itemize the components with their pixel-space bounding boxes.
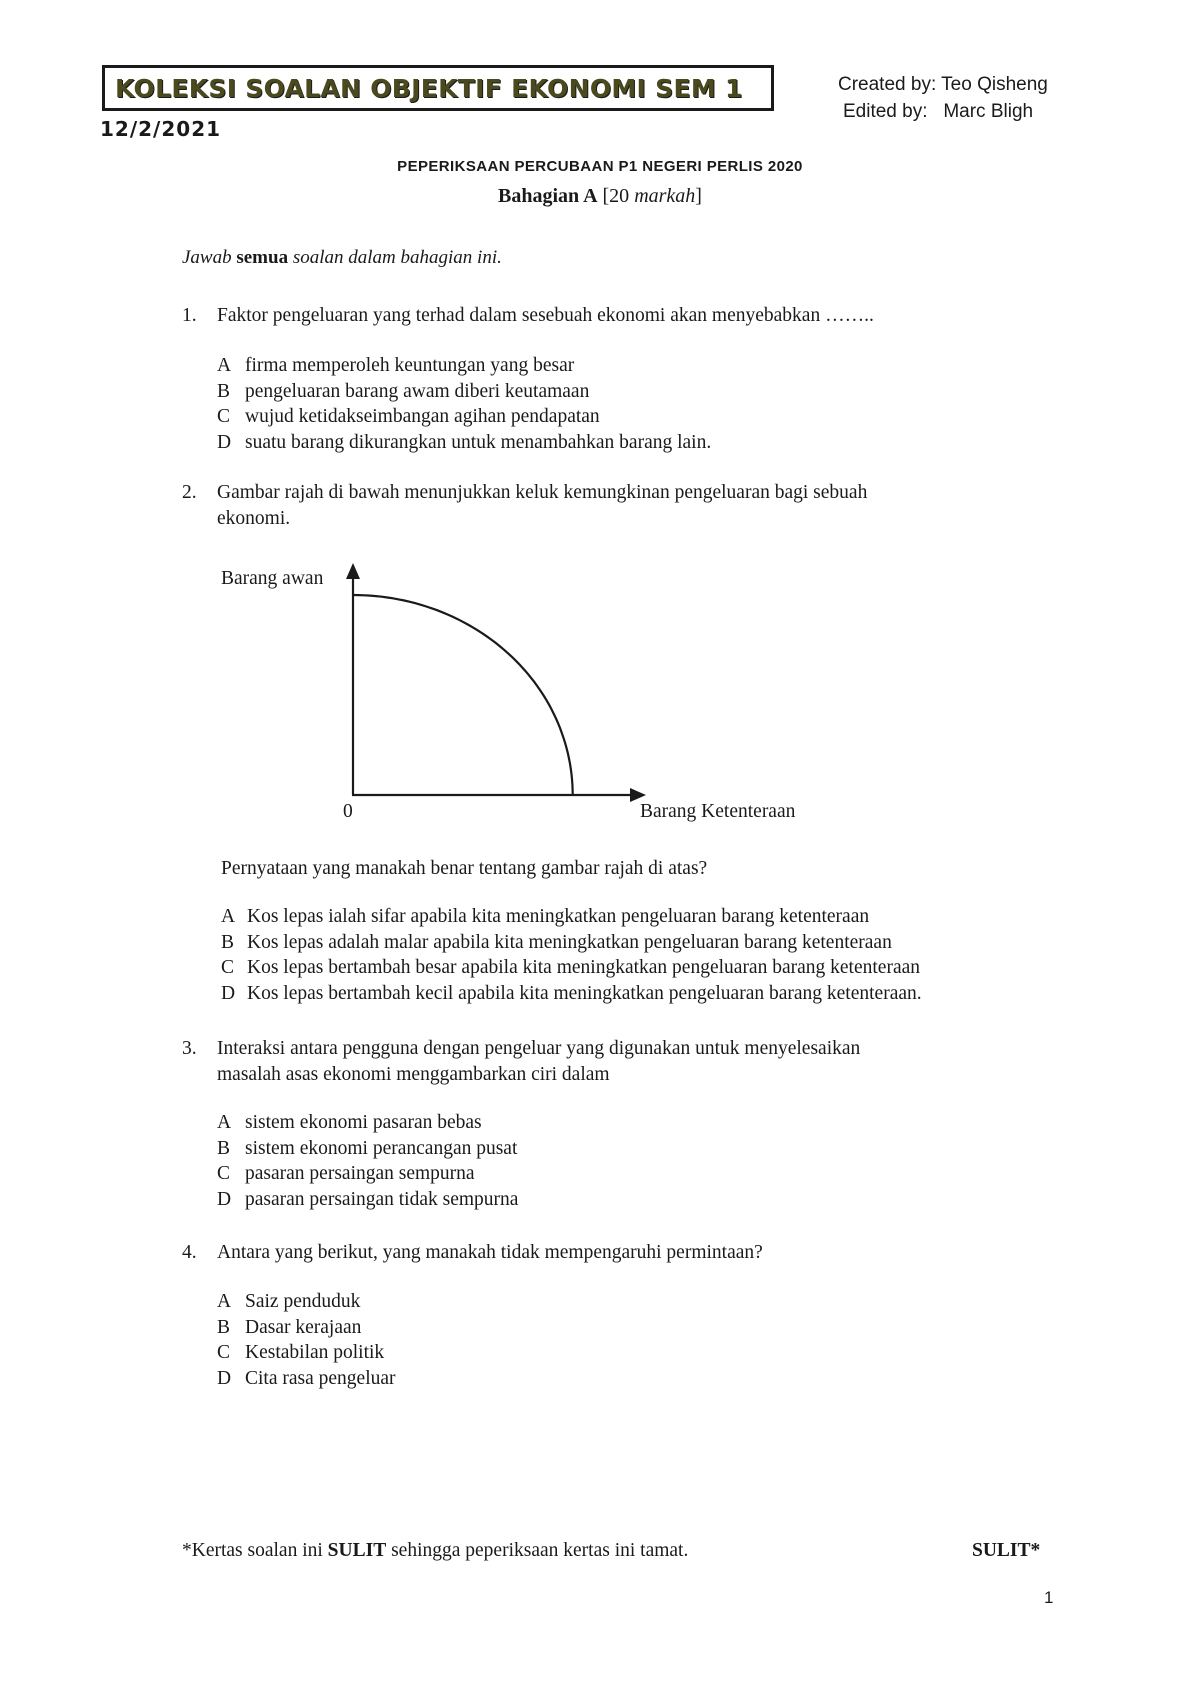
- instruction-emphasis: semua: [236, 247, 289, 268]
- created-by-label: Created by: Teo Qisheng: [838, 74, 1048, 95]
- option[interactable]: [217, 353, 711, 379]
- question-text: Antara yang berikut, yang manakah tidak mempengaruhi permintaan?: [217, 1242, 763, 1263]
- question-text-line2: ekonomi.: [217, 508, 291, 529]
- instruction-post: soalan dalam bahagian ini.: [288, 247, 502, 268]
- option-text: pasaran persaingan tidak sempurna: [245, 1188, 519, 1210]
- question-number: 3.: [182, 1038, 197, 1059]
- option[interactable]: [217, 1315, 396, 1341]
- option-text: Kos lepas adalah malar apabila kita meningkatkan pengeluaran barang ketenteraan: [247, 931, 892, 953]
- option-letter: A: [217, 1291, 232, 1312]
- question-3-options: [217, 1110, 518, 1212]
- option-text: Saiz penduduk: [245, 1291, 361, 1312]
- sulit-label: SULIT*: [972, 1540, 1041, 1561]
- option-letter: B: [217, 1316, 231, 1338]
- option-letter: A: [217, 1112, 232, 1133]
- option[interactable]: [217, 404, 711, 430]
- option-letter: B: [217, 1137, 231, 1159]
- option-text: sistem ekonomi perancangan pusat: [245, 1137, 518, 1159]
- question-text-line2: masalah asas ekonomi menggambarkan ciri dalam: [217, 1064, 610, 1085]
- question-1: [182, 303, 1082, 329]
- option-text: Kos lepas bertambah kecil apabila kita meningkatkan pengeluaran barang ketenteraan.: [247, 982, 922, 1004]
- option[interactable]: [217, 379, 711, 405]
- x-axis-arrow-icon: [630, 788, 646, 802]
- instruction: [182, 247, 502, 269]
- question-number: 4.: [182, 1242, 197, 1263]
- notice-pre: *Kertas soalan ini: [182, 1540, 328, 1561]
- option-letter: B: [221, 931, 235, 953]
- option-letter: D: [217, 431, 232, 453]
- collection-title-banner: [102, 65, 774, 111]
- option-letter: D: [217, 1188, 232, 1210]
- option-text: Dasar kerajaan: [245, 1316, 362, 1338]
- question-number: 1.: [182, 305, 197, 326]
- option[interactable]: [221, 904, 922, 930]
- option[interactable]: [217, 1340, 396, 1366]
- option[interactable]: [221, 930, 922, 956]
- question-1-options: [217, 353, 711, 455]
- ppc-chart: [200, 555, 850, 830]
- question-2-options: [221, 904, 922, 1006]
- confidential-notice: [182, 1540, 688, 1562]
- section-title: [0, 185, 1200, 208]
- section-marks-word: markah: [634, 185, 696, 207]
- option[interactable]: [217, 1136, 518, 1162]
- question-4-options: [217, 1289, 396, 1391]
- x-axis-label: Barang Ketenteraan: [640, 801, 796, 822]
- option-text: Cita rasa pengeluar: [245, 1367, 396, 1389]
- question-text-line1: Interaksi antara pengguna dengan pengeluar yang digunakan untuk menyelesaikan: [217, 1038, 861, 1059]
- option[interactable]: [217, 430, 711, 456]
- option-text: wujud ketidakseimbangan agihan pendapatan: [245, 406, 600, 427]
- option-letter: A: [217, 355, 232, 376]
- question-text: Faktor pengeluaran yang terhad dalam sesebuah ekonomi akan menyebabkan ……..: [217, 305, 874, 326]
- origin-label: 0: [343, 801, 353, 822]
- edited-by-label: Edited by: Marc Bligh: [843, 101, 1034, 122]
- option-text: Kos lepas bertambah besar apabila kita meningkatkan pengeluaran barang ketenteraan: [247, 957, 920, 978]
- notice-post: sehingga peperiksaan kertas ini tamat.: [386, 1540, 689, 1561]
- option[interactable]: [217, 1289, 396, 1315]
- date-label: 12/2/2021: [100, 117, 222, 141]
- option[interactable]: [217, 1161, 518, 1187]
- instruction-pre: Jawab: [182, 247, 237, 268]
- option-text: firma memperoleh keuntungan yang besar: [245, 355, 575, 376]
- question-4: [182, 1240, 1082, 1266]
- option-text: pengeluaran barang awam diberi keutamaan: [245, 380, 590, 402]
- option-text: Kos lepas ialah sifar apabila kita meningkatkan pengeluaran barang ketenteraan: [247, 906, 870, 927]
- ppc-curve: [353, 595, 573, 795]
- option-letter: B: [217, 380, 231, 402]
- option-letter: D: [221, 982, 236, 1004]
- option[interactable]: [217, 1366, 396, 1392]
- question-3: [182, 1036, 1082, 1088]
- option-text: suatu barang dikurangkan untuk menambahkan barang lain.: [245, 431, 712, 453]
- page-number: 1: [1044, 1588, 1054, 1607]
- option-letter: C: [221, 957, 235, 978]
- exam-title: PEPERIKSAAN PERCUBAAN P1 NEGERI PERLIS 2020: [397, 158, 803, 175]
- option[interactable]: [221, 981, 922, 1007]
- question-text-line1: Gambar rajah di bawah menunjukkan keluk kemungkinan pengeluaran bagi sebuah: [217, 482, 868, 503]
- option-text: pasaran persaingan sempurna: [245, 1163, 475, 1184]
- option[interactable]: [217, 1187, 518, 1213]
- option-letter: C: [217, 1342, 231, 1363]
- section-name: Bahagian A: [498, 185, 598, 207]
- y-axis-label: Barang awan: [221, 568, 324, 589]
- question-2-stem: Pernyataan yang manakah benar tentang gambar rajah di atas?: [221, 858, 708, 879]
- y-axis-arrow-icon: [346, 563, 360, 579]
- option-letter: C: [217, 406, 231, 427]
- question-2: [182, 480, 1082, 532]
- section-marks-open: [20: [597, 185, 635, 207]
- option[interactable]: [217, 1110, 518, 1136]
- option-text: Kestabilan politik: [245, 1342, 385, 1363]
- option-letter: C: [217, 1163, 231, 1184]
- question-number: 2.: [182, 482, 197, 503]
- banner-title: KOLEKSI SOALAN OBJEKTIF EKONOMI SEM 1: [115, 73, 743, 103]
- section-marks-close: ]: [695, 185, 702, 207]
- option[interactable]: [221, 955, 922, 981]
- option-text: sistem ekonomi pasaran bebas: [245, 1112, 482, 1133]
- option-letter: A: [221, 906, 236, 927]
- option-letter: D: [217, 1367, 232, 1389]
- notice-emphasis: SULIT: [327, 1540, 387, 1561]
